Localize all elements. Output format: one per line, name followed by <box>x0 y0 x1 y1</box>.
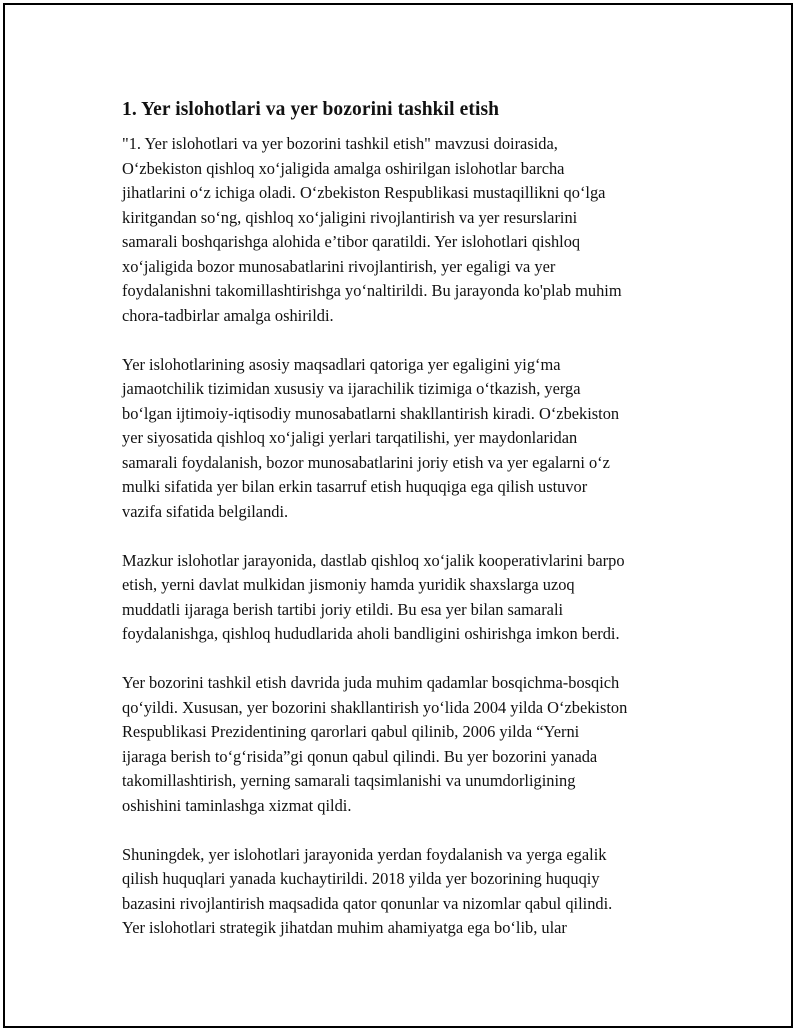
paragraph-4: Yer bozorini tashkil etish davrida juda muhim qadamlar bosqichma-bosqich qo‘yildi. Xususan, yer bozorini shakllantirish yo‘lida 2004 yilda O‘zbekiston Respublikasi Prezidentining qarorlari qabul qilinib, 2006 yilda “Yerni ijaraga berish to‘g‘risida”gi qonun qabul qilindi. Bu yer bozorini yanada takomillashtirish, yerning samarali taqsimlanishi va unumdorligining oshishini taminlashga xizmat qildi. <box>122 673 628 815</box>
page-frame <box>3 3 793 1028</box>
paragraph-5: Shuningdek, yer islohotlari jarayonida yerdan foydalanish va yerga egalik qilish huquqlari yanada kuchaytirildi. 2018 yilda yer bozorining huquqiy bazasini rivojlantirish maqsadida qator qonunlar va nizomlar qabul qilindi. Yer islohotlari strategik jihatdan muhim ahamiyatga ega bo‘lib, ular <box>122 844 613 937</box>
section-heading: 1. Yer islohotlari va yer bozorini tashkil etish <box>122 99 500 120</box>
document-body <box>122 97 702 965</box>
paragraph-2: Yer islohotlarining asosiy maqsadlari qatoriga yer egaligini yig‘ma jamaotchilik tizimidan xususiy va ijarachilik tizimiga o‘tkazish, yerga bo‘lgan ijtimoiy-iqtisodiy munosabatlarni shakllantirish kiradi. O‘zbekiston yer siyosatida qishloq xo‘jaligi yerlari tarqatilishi, yer maydonlaridan samarali foydalanish, bozor munosabatlarini joriy etish va yer egalarni o‘z mulki sifatida yer bilan erkin tasarruf etish huquqiga ega qilish ustuvor vazifa sifatida belgilandi. <box>122 354 620 521</box>
paragraph-3: Mazkur islohotlar jarayonida, dastlab qishloq xo‘jalik kooperativlarini barpo etish, yerni davlat mulkidan jismoniy hamda yuridik shaxslarga uzoq muddatli ijaraga berish tartibi joriy etildi. Bu esa yer bilan samarali foydalanishga, qishloq hududlarida aholi bandligini oshirishga imkon berdi. <box>122 550 625 643</box>
paragraph-1: "1. Yer islohotlari va yer bozorini tashkil etish" mavzusi doirasida, O‘zbekiston qishloq xo‘jaligida amalga oshirilgan islohotlar barcha jihatlarini o‘z ichiga oladi. O‘zbekiston Respublikasi mustaqillikni qo‘lga kiritgandan so‘ng, qishloq xo‘jaligini rivojlantirish va yer resurslarini samarali boshqarishga alohida e’tibor qaratildi. Yer islohotlari qishloq xo‘jaligida bozor munosabatlarini rivojlantirish, yer egaligi va yer foydalanishni takomillashtirishga yo‘naltirildi. Bu jarayonda ko'plab muhim chora-tadbirlar amalga oshirildi. <box>122 134 622 325</box>
